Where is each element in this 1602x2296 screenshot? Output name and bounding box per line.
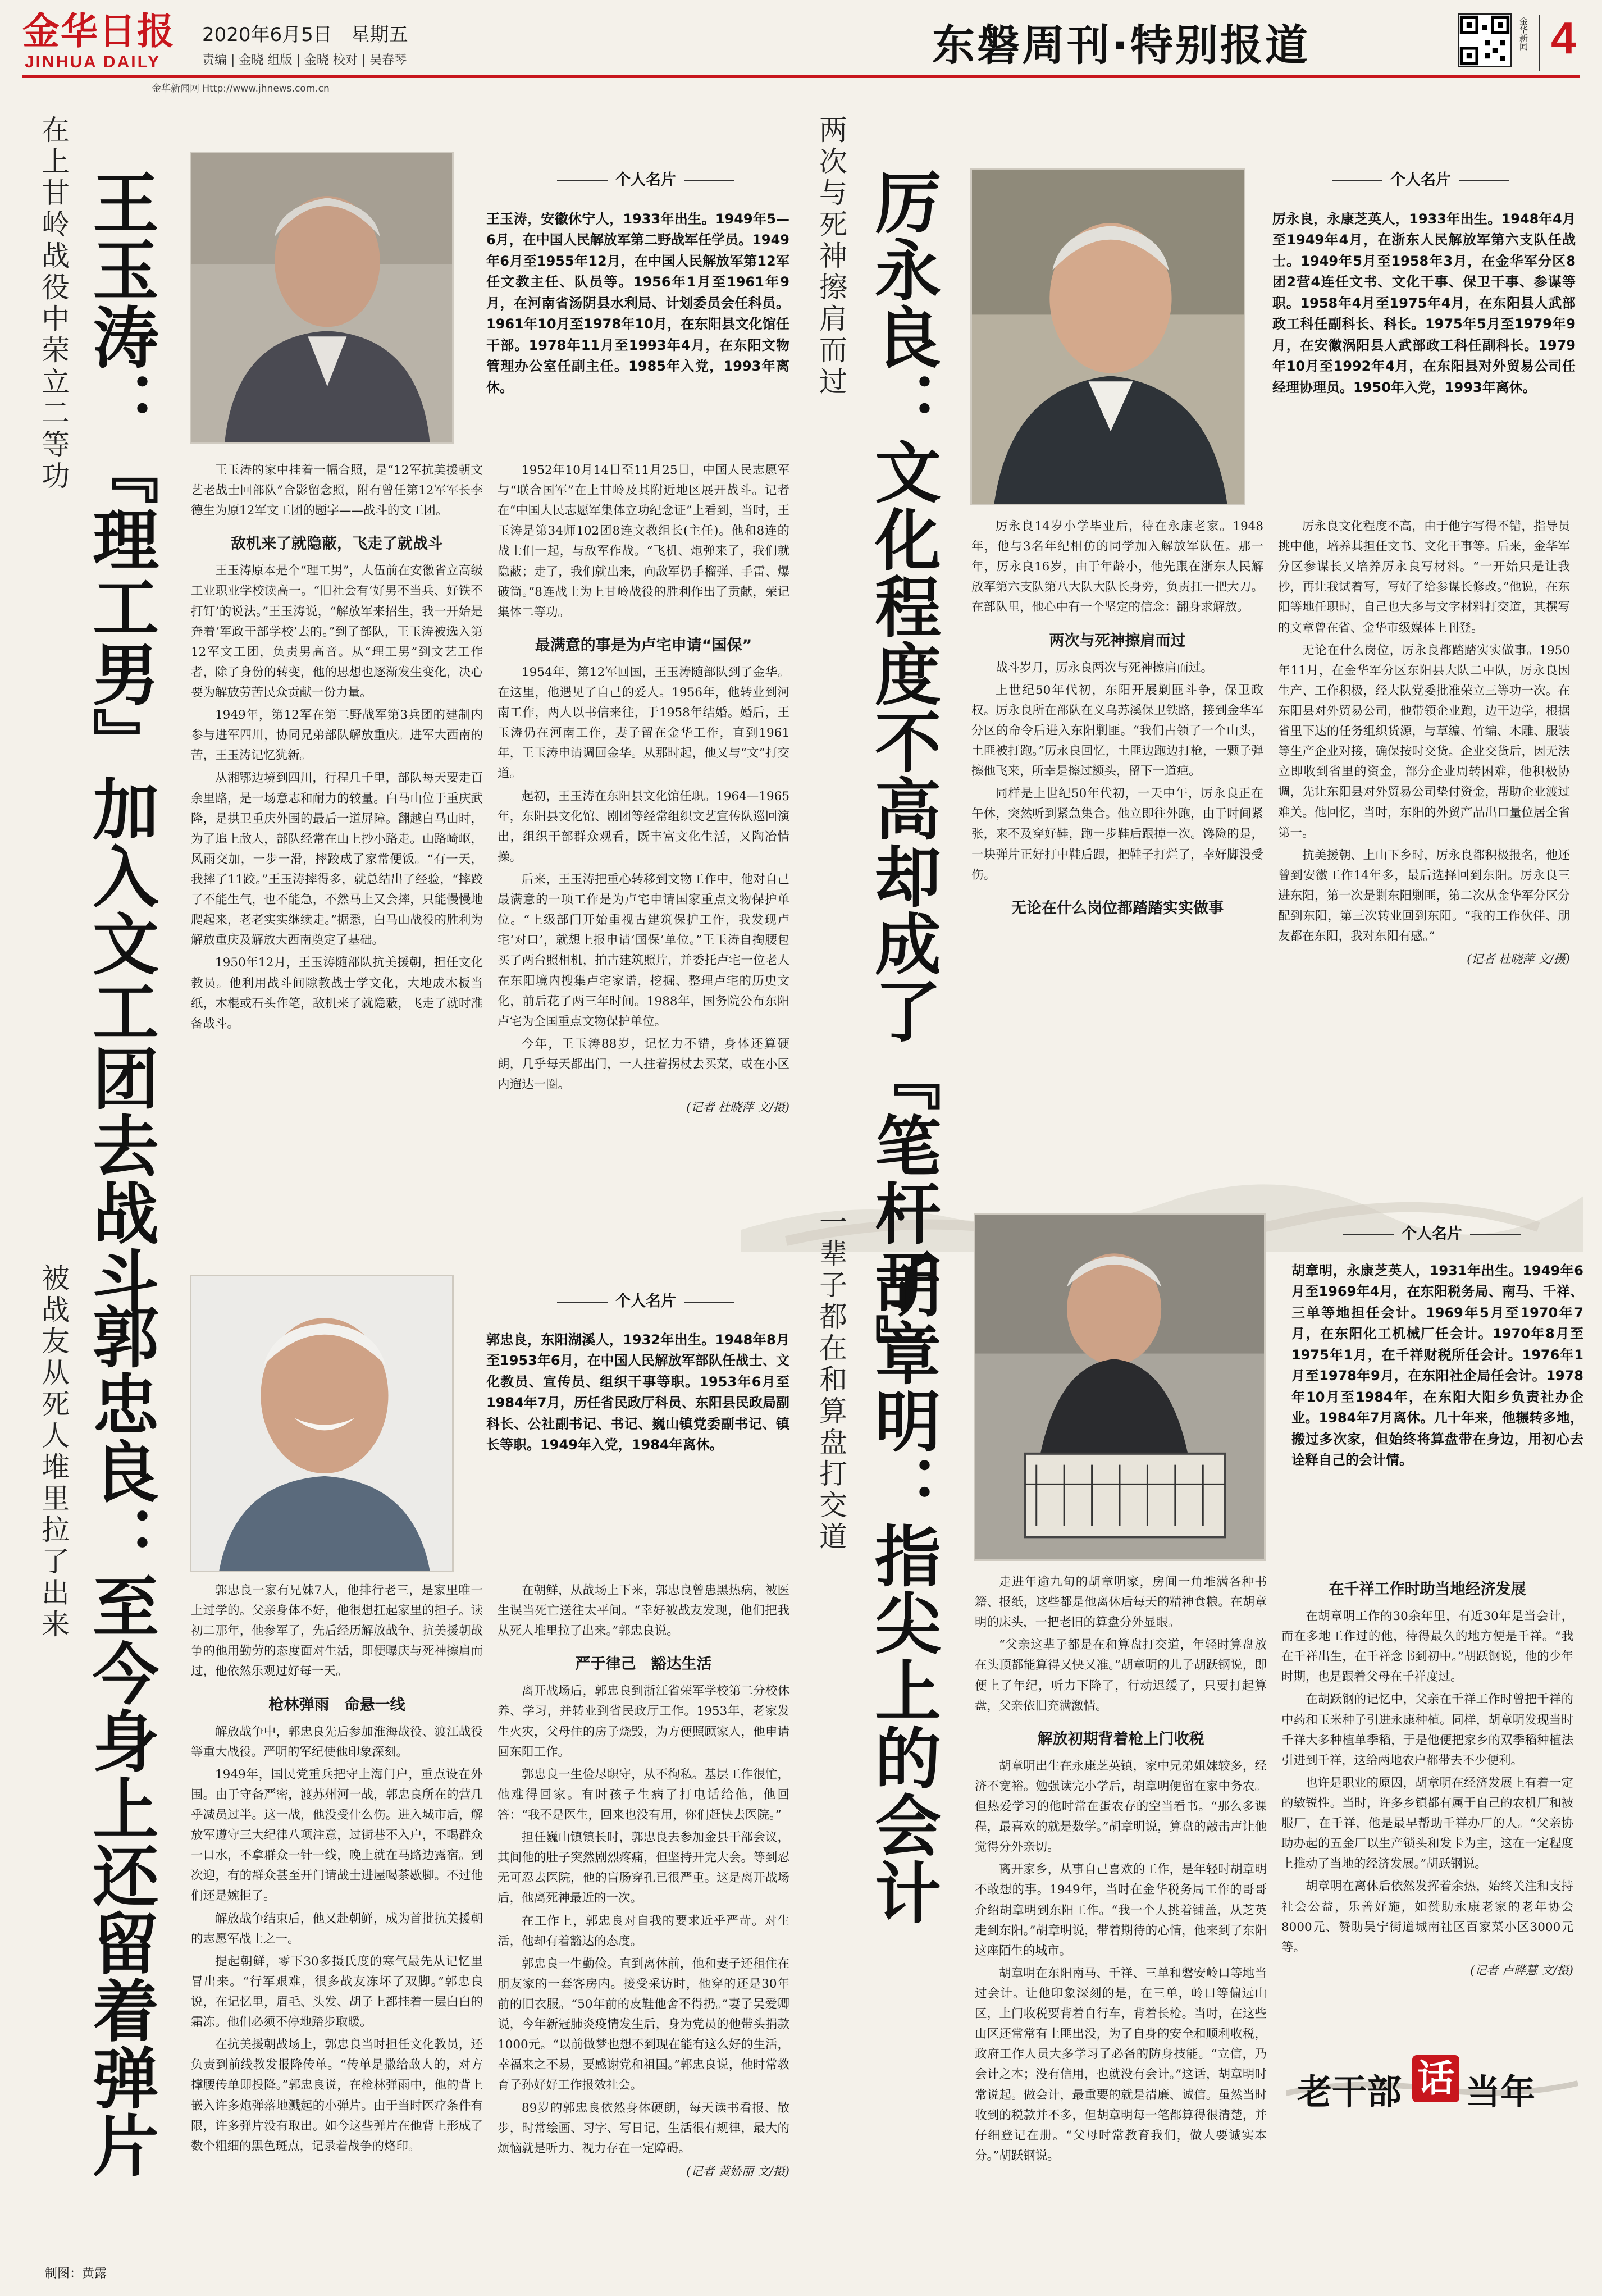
hu-abacus-photo [974,1213,1266,1561]
hu-column-1 [975,1572,1267,2169]
badge-suffix: 当年 [1466,2071,1536,2112]
paper-logo-english: JINHUA DAILY [25,53,161,71]
paragraph: 1954年，第12军回国，王玉涛随部队到了金华。在这里，他遇见了自己的爱人。1956年，他转业到河南工作，两人以书信来往，于1958年结婚。婚后，王玉涛仍在河南工作，妻子留在金华工作，直到1961年，王玉涛申请调回金华。从那时起，他又与“文”打交道。 [498,665,789,781]
guo-column-1 [191,1581,483,2159]
hu-card-title: 个人名片 [1280,1221,1583,1243]
paragraph: 王玉涛原本是个“理工男”，人伍前在安徽省立高级工业职业学校读高一。“旧社会有‘好男不当兵、好铁不打钉’的说法。”王玉涛说，“解放军来招生，我一开始是奔着‘军政干部学校’去的。”到了部队，王玉涛被选入第12军文工团，负责男高音。从“理工男”到文艺工作者，除了身份的转变，他的思想也逐渐发生变化，决心要为解放劳苦民众贡献一份力量。 [191,564,483,700]
wang-byline: (记者 杜晓萍 文/摄) [686,1101,789,1115]
issue-date [202,19,408,47]
paragraph: 1949年，国民党重兵把守上海门户，重点设在外围。由于守备严密，渡苏州河一战，郭忠良所在的营几乎减员过半。这一战，他没受什么伤。进入城市后，解放军遵守三大纪律八项注意，过街巷不入户，不喝群众一口水，不拿群众一针一线，晚上就在马路边露宿。到次迎，有的群众甚至开门请战士进屋喝茶歇脚。不过他们还是婉拒了。 [191,1767,483,1904]
li-column-1 [971,517,1263,925]
paper-logo: 金华日报 [22,9,175,53]
paragraph: 后来，王玉涛把重心转移到文物工作中，他对自己最满意的一项工作是为卢宅申请国家重点文物保护单位。“上级部门开始重视古建筑保护工作，我发现卢宅‘对口’，就想上报申请‘国保’单位。”王玉涛自掏腰包买了两台照相机，拍古建筑照片，并委托卢宅一位老人在东阳境内搜集卢宅家谱，挖掘、整理卢宅的历史文化，前后花了两三年时间。1988年，国务院公布东阳卢宅为全国重点文物保护单位。 [498,872,789,1029]
subheading: 枪林弹雨 命悬一线 [268,1696,405,1714]
paragraph: 上世纪50年代初，东阳开展剿匪斗争，保卫政权。厉永良所在部队在义乌苏溪保卫铁路，接到金华军分区的命令后进入东阳剿匪。“我们占领了一个山头，土匪被打跑。”厉永良回忆，土匪边跑边打枪，一颗子弹擦他飞来，所幸是擦过额头，留下一道疤。 [971,683,1263,779]
paragraph: 郭忠良一生勤俭。直到离休前，他和妻子还租住在朋友家的一套客房内。接受采访时，他穿的还是30年前的旧衣服。“50年前的皮鞋他舍不得扔。”妻子吴爱卿说，今年新冠肺炎疫情发生后，身为党员的他带头捐款1000元。“以前做梦也想不到现在能有这么好的生活，幸福来之不易，要感谢党和祖国。”郭忠良说，他时常教育子孙好好工作报效社会。 [498,1956,789,2093]
badge-prefix: 老干部 [1297,2071,1402,2112]
subheading: 最满意的事是为卢宅申请“国保” [535,636,752,654]
wang-subheadline: 在上甘岭战役中荣立二等功 [37,115,70,492]
paragraph: 胡章明在东阳南马、千祥、三单和磐安岭口等地当过会计。让他印象深刻的是，在三单，岭口等偏远山区，上门收税要背着自行车，背着长枪。当时，在这些山区还常常有土匪出没，为了自身的安全和顺利收税，政府工作人员大多学习了必备的防身技能。“立信，乃会计之本；没有信用，也就没有会计。”这话，胡章明时常说起。做会计，最重要的就是清廉、诚信。虽然当时收到的税款并不多，但胡章明每一笔都算得很清楚，并仔细登记在册。“父母时常教育我们，做人要诚实本分。”胡跃钢说。 [975,1966,1267,2163]
paragraph: 在胡章明工作的30余年里，有近30年是当会计，而在多地工作过的他，待得最久的地方便是千祥。“我在千祥出生，在千祥念书到初中。”胡跃钢说，他的少年时期，也是跟着父母在千祥度过。 [1281,1609,1573,1685]
masthead-rule [22,75,1580,78]
paragraph: 在朝鲜，从战场上下来，郭忠良曾患黑热病，被医生误当死亡送往太平间。“幸好被战友发现，他们把我从死人堆里拉了出来。”郭忠良说。 [498,1583,789,1638]
paragraph: 同样是上世纪50年代初，一天中午，厉永良正在午休，突然听到紧急集合。他立即往外跑，由于时间紧张，来不及穿好鞋，跑一步鞋后跟掉一次。馋险的是，一块弹片正好打中鞋后跟，把鞋子打烂了，幸好脚没受伤。 [971,787,1263,882]
li-card-title: 个人名片 [1263,167,1578,189]
paragraph: 厉永良14岁小学毕业后，待在永康老家。1948年，他与3名年纪相仿的同学加入解放军队伍。那一年，厉永良16岁，由于年龄小，他先跟在浙东人民解放军第六支队第八大队大队长身旁，负责扛一把大刀。在部队里，他心中有一个坚定的信念：翻身求解放。 [971,519,1263,615]
paragraph: 离开战场后，郭忠良到浙江省荣军学校第二分校休养、学习，并转业到省民政厅工作。1953年，老家发生火灾，父母住的房子烧毁，为方便照顾家人，他申请回东阳工作。 [498,1684,789,1759]
page-number-divider [1539,15,1540,71]
li-column-2 [1278,517,1570,967]
column-badge [1286,2049,1578,2117]
hu-column-2 [1281,1567,1573,1978]
qr-label: 金华新闻 [1518,17,1528,51]
hu-profile-card: 胡章明，永康芝英人，1931年出生。1949年6月至1969年4月，在东阳税务局、南马、千祥、三单等地担任会计。1969年5月至1970年7月，在东阳化工机械厂任会计。1970年8月至1975年1月，在千祥财税所任会计。1976年1月至1978年9月，在东阳社企局任会计。1978年10月至1984年，在东阳大阳乡负责社办企业。1984年7月离休。几十年来，他辗转多地，搬过多次家，但始终将算盘带在身边，用初心去诠释自己的会计情。 [1291,1263,1583,1468]
subheading: 无论在什么岗位都踏踏实实做事 [1011,899,1224,917]
section-title: 东磐周刊·特别报道 [932,20,1310,70]
qr-code-icon[interactable] [1458,13,1512,67]
paragraph: 从湘鄂边境到四川，行程几千里，部队每天要走百余里路，是一场意志和耐力的较量。白马山位于重庆武隆，是拱卫重庆外围的最后一道屏障。翻越白马山时，为了追上敌人，部队经常在山上抄小路走。山路崎岖，风雨交加，一步一滑，摔跤成了家常便饭。“有一天，我摔了11跤。”王玉涛摔得多，就总结出了经验，“摔跤了不能生气，也不能急，不然马上又会摔，只能慢慢地爬起来，老老实实继续走。”据悉，白马山战役的胜利为解放重庆及解放大西南奠定了基础。 [191,771,483,948]
guo-subheadline: 被战友从死人堆里拉了出来 [37,1263,70,1641]
paragraph: 在胡跃钢的记忆中，父亲在千祥工作时曾把千祥的中药和玉米种子引进永康种植。同样，胡章明发现当时千祥大多种植单季稻，于是他便把家乡的双季稻种植法引进到千祥，这给两地农户都带去不少便利。 [1281,1692,1573,1768]
paragraph: 1950年12月，王玉涛随部队抗美援朝，担任文化教员。他利用战斗间隙教战士学文化，大地成木板当纸，木棍或石头作笔，敌机来了就隐蔽，飞走了就时准备战斗。 [191,956,483,1031]
wang-headline: 王玉涛：『理工男』加入文工团去战斗 [81,168,159,1314]
paragraph: 郭忠良一家有兄妹7人，他排行老三，是家里唯一上过学的。父亲身体不好，他很想扛起家里的担子。读初二那年，他参军了，先后经历解放战争、抗美援朝战争的他用勤劳的态度面对生活，即便曝庆与死神擦肩而过，他依然乐观过好每一天。 [191,1583,483,1679]
paragraph: 在抗美援朝战场上，郭忠良当时担任文化教员，还负责到前线教发报降传单。“传单是撒给敌人的，对方撑腰传单即投降。”郭忠良说，在枪林弹雨中，他的背上嵌入许多炮弹落地溅起的小弹片。由于当时医疗条件有限，许多弹片没有取出。如今这些弹片在他背上形成了数个粗细的黑色斑点，记录着战争的烙印。 [191,2038,483,2153]
subheading: 解放初期背着枪上门收税 [1037,1730,1204,1748]
hu-subheadline: 一辈子都在和算盘打交道 [815,1207,847,1553]
guo-column-2 [498,1581,789,2179]
badge-highlight: 话 [1412,2055,1459,2102]
paragraph: 今年，王玉涛88岁，记忆力不错，身体还算硬朗，几乎每天都出门，一人拄着拐杖去买菜，或在小区内遛达一圈。 [498,1037,789,1092]
weekday-text: 星期五 [350,24,408,46]
page-number: 4 [1551,13,1576,63]
staff-credits: 责编 | 金晓 组版 | 金晓 校对 | 吴春琴 [202,53,407,67]
li-byline: (记者 杜晓萍 文/摄) [1467,952,1570,966]
paragraph: 离开家乡，从事自己喜欢的工作，是年轻时胡章明不敢想的事。1949年，当时在金华税务局工作的哥哥介绍胡章明到东阳工作。“我一个人挑着铺盖，从芝英走到东阳。”胡章明说，带着期待的心情，他来到了东阳这座陌生的城市。 [975,1863,1267,1958]
paragraph: 战斗岁月，厉永良两次与死神擦肩而过。 [996,660,1213,675]
subheading: 敌机来了就隐蔽，飞走了就战斗 [231,535,443,553]
paragraph: 厉永良文化程度不高，由于他字写得不错，指导员挑中他，培养其担任文书、文化干事等。后来，金华军分区参谋长又培养厉永良写材料。“一开始只是让我抄，再让我试着写，写好了给参谋长修改。”他说，在东阳等地任职时，自己也大多与文字材料打交道，其撰写的文章曾在省、金华市级媒体上刊登。 [1278,519,1570,635]
date-text: 2020年6月5日 [202,24,332,46]
subheading: 严于律己 豁达生活 [575,1655,712,1673]
paragraph: 也许是职业的原因，胡章明在经济发展上有着一定的敏锐性。当时，许多乡镇都有属于自己的农机厂和被服厂，在千祥，他是最早帮助千祥办厂的人。“父亲协助办起的五金厂以生产锁头和发卡为主，这在一定程度上推动了当地的经济发展。”胡跃钢说。 [1281,1775,1573,1872]
li-subheadline: 两次与死神擦肩而过 [815,115,847,398]
guo-profile-card: 郭忠良，东阳湖溪人，1932年出生。1948年8月至1953年6月，在中国人民解放军部队任战士、文化教员、宣传员、组织干事等职。1953年6月至1984年7月，历任省民政厅科员、东阳县民政局副科长、公社副书记、书记、巍山镇党委副书记、镇长等职。1949年入党，1984年离休。 [486,1332,789,1453]
website-line: 金华新闻网 Http://www.jhnews.com.cn [152,83,330,94]
paragraph: 郭忠良一生俭尽职守，从不徇私。基层工作很忙，他难得回家。有时孩子生病了打电话给他，他回答：“我不是医生，回来也没有用，你们赶快去医院。” [498,1767,789,1822]
wang-card-title: 个人名片 [477,167,814,189]
paragraph: 王玉涛的家中挂着一幅合照，是“12军抗美援朝文艺老战士回部队”合影留念照，附有曾任第12军军长李德生为原12军文工团的题字——战斗的文工团。 [191,463,483,518]
wang-portrait-photo [190,152,454,444]
hu-byline: (记者 卢晔慧 文/摄) [1470,1963,1573,1977]
guo-portrait-photo [190,1275,454,1572]
paragraph: 走进年逾九旬的胡章明家，房间一角堆满各种书籍、报纸，这些都是他离休后每天的精神食粮。在胡章明的床头，一把老旧的算盘分外显眼。 [975,1575,1267,1630]
li-profile-card: 厉永良，永康芝英人，1933年出生。1948年4月至1949年4月，在浙东人民解放军第六支队任战士。1949年5月至1958年3月，在金华军分区8团2营4连任文书、文化干事、保卫干事、参谋等职。1958年4月至1975年4月，在东阳县人武部政工科任副科长、科长。1975年5月至1979年9月，在安徽涡阳县人武部政工科任副科长。1979年10月至1992年4月，在东阳县对外贸易公司任经理协理员。1950年入党，1993年离休。 [1272,211,1576,395]
guo-card-title: 个人名片 [477,1289,814,1311]
paragraph: 担任巍山镇镇长时，郭忠良去参加金县干部会议，其间他的肚子突然剧烈疼痛，但坚持开完大会。等到忍无可忍去医院，他的盲肠穿孔已很严重。这是离开战场后，他离死神最近的一次。 [498,1831,789,1906]
subheading: 两次与死神擦肩而过 [1049,632,1186,650]
hu-headline: 胡章明：指尖上的会计 [864,1252,941,1926]
li-headline: 厉永良：文化程度不高却成了『笔杆子』 [864,168,941,1381]
wang-column-2 [498,460,789,1115]
paragraph: 胡章明在离休后依然发挥着余热，始终关注和支持社会公益，乐善好施，如赞助永康老家的老年协会8000元、赞助吴宁街道城南社区百家菜小区3000元等。 [1281,1879,1573,1955]
paragraph: 解放战争结束后，他又赴朝鲜，成为首批抗美援朝的志愿军战士之一。 [191,1911,483,1946]
li-portrait-photo [970,168,1245,505]
wang-column-1 [191,460,483,1037]
wang-profile-card: 王玉涛，安徽休宁人，1933年出生。1949年5—6月，在中国人民解放军第二野战军任学员。1949年6月至1955年12月，在中国人民解放军第12军任文教主任、队员等。1956年1月至1961年9月，在河南省汤阴县水利局、计划委员会任科员。1961年10月至1978年10月，在东阳县文化馆任干部。1978年11月至1993年4月，在东阳文物管理办公室任副主任。1985年入党，1993年离休。 [486,211,789,395]
paragraph: 起初，王玉涛在东阳县文化馆任职。1964—1965年，东阳县文化馆、剧团等经常组织文艺宣传队巡回演出，组织干部群众观看，既丰富文化生活，又陶冶情操。 [498,789,789,864]
paragraph: 在工作上，郭忠良对自我的要求近乎严苛。对生活，他却有着豁达的态度。 [498,1914,789,1948]
design-credit: 制图：黄露 [45,2267,107,2281]
paragraph: 解放战争中，郭忠良先后参加淮海战役、渡江战役等重大战役。严明的军纪使他印象深刻。 [191,1724,483,1759]
paragraph: 无论在什么岗位，厉永良都踏踏实实做事。1950年11月，在金华军分区东阳县大队二中队，厉永良因生产、工作积极，经大队党委批准荣立三等功一次。在东阳县对外贸易公司，他带领企业跑，边干边学，根据省里下达的任务组织货源，与草编、竹编、木雕、服装等生产企业对接，确保按时交货。企业交货后，因无法立即收到省里的资金，部分企业周转困难，他积极协调，先让东阳县对外贸易公司垫付资金，帮助企业渡过难关。他回忆，当时，东阳的外贸产品出口量位居全省第一。 [1278,643,1570,840]
paragraph: 抗美援朝、上山下乡时，厉永良都积极报名，他还曾到安徽工作14年多，最后选择回到东阳。厉永良三进东阳，第一次是剿东阳剿匪，第二次从金华军分区分配到东阳，第三次转业回到东阳。“我的工作伙伴、朋友都在东阳，我对东阳有感。” [1278,848,1570,944]
paragraph: 89岁的郭忠良依然身体硬朗，每天读书看报、散步，时常绘画、习字、写日记，生活很有规律，最大的烦恼就是听力、视力存在一定障碍。 [498,2101,789,2156]
guo-headline: 郭忠良：至今身上还留着弹片 [81,1303,159,2179]
guo-byline: (记者 黄娇丽 文/摄) [686,2164,789,2178]
subheading: 在千祥工作时助当地经济发展 [1329,1581,1526,1598]
paragraph: 1949年，第12军在第二野战军第3兵团的建制内参与进军四川，协同兄弟部队解放重庆。进军大西南的苦，王玉涛记忆犹新。 [191,708,483,763]
paragraph: 1952年10月14日至11月25日，中国人民志愿军与“联合国军”在上甘岭及其附近地区展开战斗。记者在“中国人民志愿军集体立功纪念证”上看到，当时，王玉涛是第34师102团8连文教组长(主任)。他和8连的战士们一起，与敌军作战。“飞机、炮弹来了，我们就隐蔽；走了，我们就出来，向敌军扔手榴弹、手雷、爆破筒。”8连战士为上甘岭战役的胜利作出了贡献，荣记集体二等功。 [498,463,789,619]
paragraph: 提起朝鲜，零下30多摄氏度的寒气最先从记忆里冒出来。“行军艰难，很多战友冻坏了双脚。”郭忠良说，在记忆里，眉毛、头发、胡子上都挂着一层白白的霜冻。他们必须不停地踏步取暖。 [191,1954,483,2030]
paragraph: “父亲这辈子都是在和算盘打交道，年轻时算盘放在头顶都能算得又快又准。”胡章明的儿子胡跃钢说，即便上了年纪，听力下降了，行动迟缓了，只要打起算盘，父亲依旧充满激情。 [975,1638,1267,1713]
paragraph: 胡章明出生在永康芝英镇，家中兄弟姐妹较多，经济不宽裕。勉强读完小学后，胡章明便留在家中务农。但热爱学习的他时常在蛋农存的空当看书。“那么多课程，最喜欢的就是数学。”胡章明说，算盘的敲击声让他觉得分外亲切。 [975,1759,1267,1855]
